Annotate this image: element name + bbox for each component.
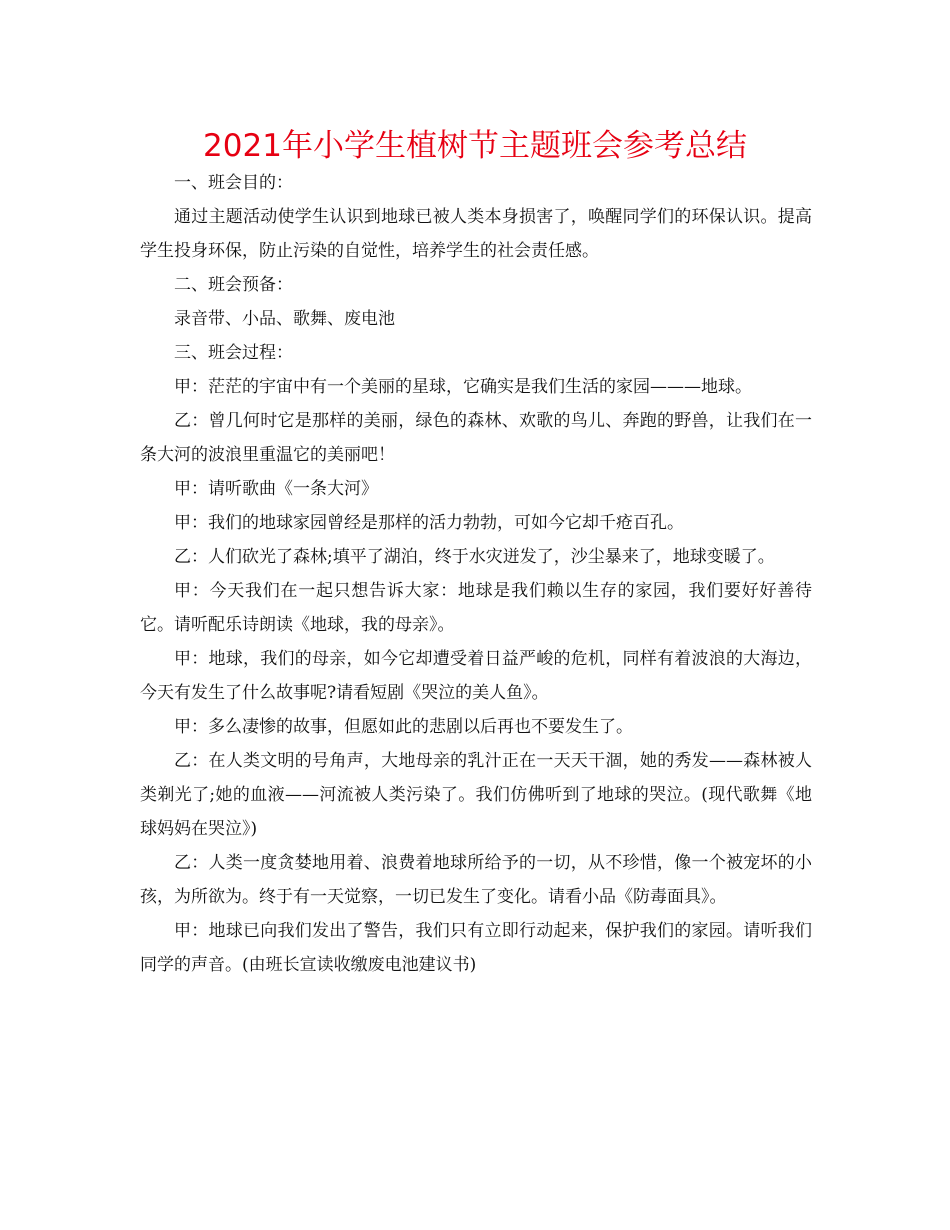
paragraph: 甲：多么凄惨的故事，但愿如此的悲剧以后再也不要发生了。 bbox=[174, 717, 633, 737]
paragraph: 甲：地球，我们的母亲，如今它却遭受着日益严峻的危机，同样有着波浪的大海边，今天有发生了什么故事呢?请看短剧《哭泣的美人鱼》。 bbox=[140, 649, 812, 703]
section-heading-preparation: 二、班会预备： bbox=[174, 275, 293, 295]
paragraph: 通过主题活动使学生认识到地球已被人类本身损害了，唤醒同学们的环保认识。提高学生投身环保，防止污染的自觉性，培养学生的社会责任感。 bbox=[140, 207, 812, 261]
paragraph: 甲：请听歌曲《一条大河》 bbox=[174, 479, 378, 499]
paragraph: 乙：曾几何时它是那样的美丽，绿色的森林、欢歌的鸟儿、奔跑的野兽，让我们在一条大河的波浪里重温它的美丽吧！ bbox=[140, 411, 812, 465]
paragraph: 乙：在人类文明的号角声，大地母亲的乳汁正在一天天干涸，她的秀发——森林被人类剃光了;她的血液——河流被人类污染了。我们仿佛听到了地球的哭泣。(现代歌舞《地球妈妈在哭泣》) bbox=[140, 751, 812, 839]
document-body bbox=[140, 166, 812, 982]
paragraph: 乙：人类一度贪婪地用着、浪费着地球所给予的一切，从不珍惜，像一个被宠坏的小孩，为所欲为。终于有一天觉察，一切已发生了变化。请看小品《防毒面具》。 bbox=[140, 853, 812, 907]
paragraph: 甲：地球已向我们发出了警告，我们只有立即行动起来，保护我们的家园。请听我们同学的声音。(由班长宣读收缴废电池建议书) bbox=[140, 921, 812, 975]
section-heading-purpose: 一、班会目的： bbox=[174, 173, 293, 193]
paragraph: 甲：我们的地球家园曾经是那样的活力勃勃，可如今它却千疮百孔。 bbox=[174, 513, 684, 533]
document-title: 2021年小学生植树节主题班会参考总结 bbox=[203, 128, 747, 164]
paragraph: 录音带、小品、歌舞、废电池 bbox=[174, 309, 395, 329]
paragraph: 甲：今天我们在一起只想告诉大家：地球是我们赖以生存的家园，我们要好好善待它。请听配乐诗朗读《地球，我的母亲》。 bbox=[140, 581, 812, 635]
paragraph: 乙：人们砍光了森林;填平了湖泊，终于水灾迸发了，沙尘暴来了，地球变暖了。 bbox=[174, 547, 775, 567]
section-heading-process: 三、班会过程： bbox=[174, 343, 293, 363]
paragraph: 甲：茫茫的宇宙中有一个美丽的星球，它确实是我们生活的家园———地球。 bbox=[174, 377, 752, 397]
